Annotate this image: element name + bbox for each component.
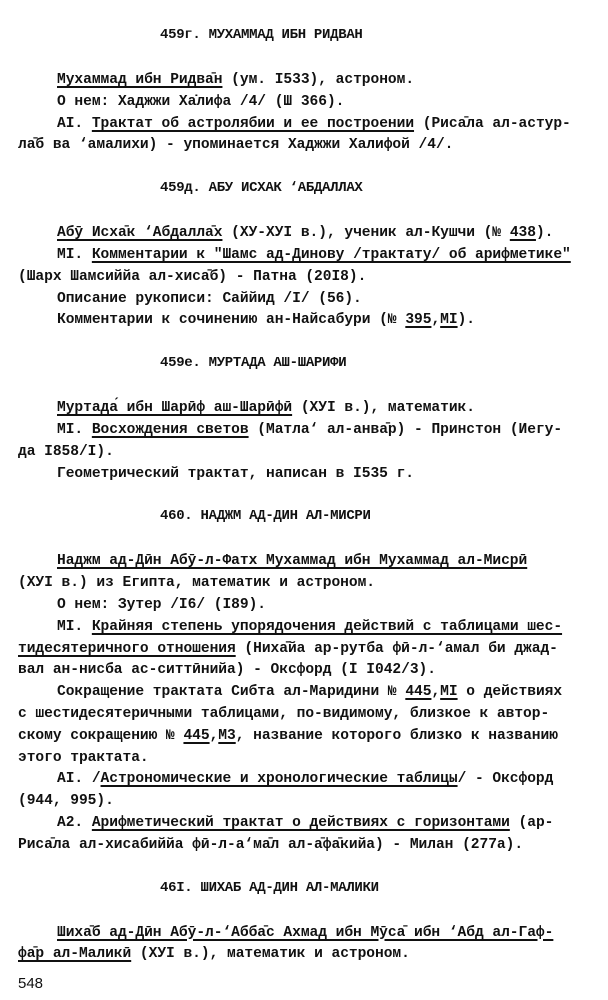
text-line [18, 595, 593, 617]
text-segment: Риса̄ла ал-хисабиййа фӣ-л-а‘ма̄л ал-а̄фа̄кийа) - Милан (277а). [18, 836, 524, 853]
entry-heading: 459е. МУРТАДА АШ-ШАРИФИ [160, 355, 347, 372]
text-segment: A2. [57, 814, 92, 831]
underlined-title: Абӯ Исха̄к ‘Абдалла̄х [57, 225, 223, 242]
text-segment: , [431, 684, 441, 701]
underlined-title: Арифметический трактат о действиях с горизонтами [91, 814, 510, 831]
underlined-title: 438 [509, 225, 536, 242]
text-segment: ). [457, 312, 475, 329]
text-line [18, 310, 593, 332]
text-line [18, 944, 593, 966]
text-segment: MI. [57, 246, 92, 263]
text-segment: да I858/I). [18, 443, 114, 460]
text-segment: Описание рукописи: Саййид /I/ (56). [57, 290, 362, 307]
underlined-title: 395 [405, 312, 432, 329]
text-line [18, 135, 593, 157]
text-segment: ла̄б ва ‘амалихи) - упоминается Хаджжи Халифой /4/. [18, 137, 454, 154]
text-segment: (ум. I533), астроном. [222, 72, 415, 88]
text-segment: (Шарх Шамсиййа ал-хиса̄б) - Патна (20I8). [18, 268, 367, 285]
underlined-title: Крайняя степень упорядочения действий с таблицами шес- [91, 618, 563, 635]
text-segment: / - Оксфорд [457, 771, 554, 788]
text-line [18, 464, 593, 486]
text-segment: (ХУI в.), математик. [292, 400, 475, 417]
underlined-title: MI [440, 684, 458, 701]
text-segment: О нем: Зутер /I6/ (I89). [57, 596, 266, 613]
text-segment: (Матла‘ ал-анва̄р) - Принстон (Иегу- [248, 421, 563, 438]
text-segment: (ХУ-ХУI в.), ученик ал-Кушчи (№ [222, 225, 510, 242]
underlined-title: MI [440, 312, 458, 329]
underlined-title: Астрономические и хронологические таблицы [100, 771, 458, 788]
text-line [18, 748, 593, 770]
text-segment: этого трактата. [18, 749, 149, 766]
underlined-title: 445 [405, 684, 432, 701]
entry-heading: 459д. АБУ ИСХАК ‘АБДАЛЛАХ [160, 180, 363, 197]
text-line [18, 289, 593, 311]
text-segment: (Риса̄ла ал-астур- [414, 115, 571, 132]
text-segment: (Ниха̄йа ар-рутба фӣ-л-‘амал би джад- [235, 640, 558, 657]
text-line [18, 114, 593, 136]
text-line [18, 660, 593, 682]
text-segment: MI. [57, 618, 92, 635]
text-line [18, 835, 593, 857]
entry-heading: 460. НАДЖМ АД-ДИН АЛ-МИСРИ [160, 508, 371, 525]
text-segment: MI. [57, 421, 92, 438]
text-line [18, 442, 593, 464]
underlined-title: Шиха̄б ад-Дӣн Абӯ-л-‘Абба̄с Ахмад ибн Мӯса̄ ибн ‘Абд ал-Гаф- [57, 924, 554, 941]
text-line [18, 617, 593, 639]
underlined-title: Наджм ад-Дӣн Абӯ-л-Фатх Мухаммад ибн Мухаммад ал-Мисрӣ [57, 553, 528, 570]
text-segment: AI. / [57, 771, 101, 788]
text-segment: , название которого близко к названию [235, 727, 558, 744]
text-segment: ). [535, 225, 554, 242]
text-segment: AI. [57, 115, 92, 132]
text-line [18, 791, 593, 813]
text-segment: Комментарии к сочинению ан-Найсабури (№ [57, 312, 406, 329]
text-segment: с шестидесятеричными таблицами, по-видимому, близкое к автор- [18, 705, 550, 722]
text-line [18, 398, 593, 420]
text-line [18, 267, 593, 289]
underlined-title: Трактат об астролябии и ее построении [91, 115, 415, 132]
text-segment: (ХУI в.), математик и астроном. [131, 946, 410, 963]
underlined-title: M3 [218, 727, 236, 744]
underlined-title: Восхождения светов [91, 421, 249, 438]
text-segment: О нем: Хаджжи Ха̇лифа /4/ (Ш 366). [57, 93, 345, 110]
underlined-title: Мухаммад ибн Ридва̄н [57, 72, 223, 88]
entry-heading: 459г. МУХАММАД ИБН РИДВАН [160, 27, 363, 43]
text-line [18, 813, 593, 835]
text-segment: о действиях [457, 684, 563, 701]
document-page [18, 24, 593, 966]
underlined-title: тидесятеричного отношения [18, 640, 236, 657]
text-line [18, 639, 593, 661]
text-segment: , [431, 312, 441, 329]
underlined-title: Муртада́ ибн Шарӣф аш-Шарӣфӣ [57, 400, 293, 417]
underlined-title: 445 [183, 727, 210, 744]
text-segment: , [209, 727, 219, 744]
entry-heading: 46I. ШИХАБ АД-ДИН АЛ-МАЛИКИ [160, 879, 379, 896]
text-line [18, 551, 593, 573]
text-segment: Сокращение трактата Сибта ал-Маридини № [57, 684, 406, 701]
text-segment: (ХУI в.) из Египта, математик и астроном. [18, 575, 376, 592]
text-line [18, 682, 593, 704]
text-line [18, 223, 593, 245]
underlined-title: фа̄р ал-Маликӣ [18, 946, 132, 963]
text-segment: Геометрический трактат, написан в I535 г. [57, 465, 415, 482]
text-segment: скому сокращению № [18, 727, 184, 744]
text-line [18, 92, 593, 114]
text-line [18, 769, 593, 791]
text-line [18, 923, 593, 945]
text-line [18, 70, 593, 92]
underlined-title: Комментарии к "Шамс ад-Динову /трактату/ об арифметике" [91, 246, 571, 263]
page-number: 548 [18, 975, 44, 992]
text-line [18, 726, 593, 748]
text-segment: (944, 995). [18, 793, 114, 810]
text-segment: вал ан-нисба ас-ситтӣнийа) - Оксфорд (I I042/3). [18, 662, 436, 679]
text-line [18, 704, 593, 726]
text-segment: (ар- [509, 814, 554, 831]
text-line [18, 245, 593, 267]
text-line [18, 420, 593, 442]
text-line [18, 573, 593, 595]
